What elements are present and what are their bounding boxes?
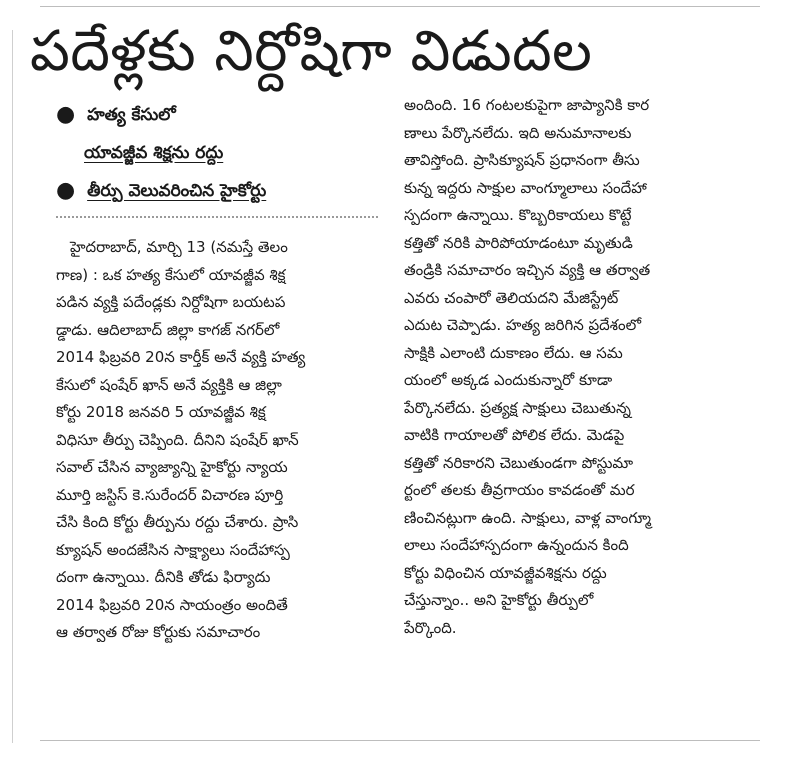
body-line: స్పదంగా ఉన్నాయి. కొబ్బరికాయలు కొట్టే bbox=[404, 206, 632, 224]
body-line: దంగా ఉన్నాయి. దీనికి తోడు ఫిర్యాదు bbox=[56, 568, 271, 586]
body-line: ణించినట్లుగా ఉంది. సాక్షులు, వాళ్ల వాంగ్మూ bbox=[404, 508, 651, 527]
article-body-left bbox=[56, 234, 378, 647]
bullet-text: తీర్పు వెలువరించిన హైకోర్టు bbox=[87, 181, 267, 201]
bullet-text: యావజ్జీవ శిక్షను రద్దు bbox=[84, 143, 224, 163]
body-line: హైదరాబాద్, మార్చి 13 (నమస్తే తెలం bbox=[70, 238, 288, 256]
body-line: సవాల్ చేసిన వ్యాజ్యాన్ని హైకోర్టు న్యాయ bbox=[56, 458, 288, 476]
body-line: కోర్టు విధించిన యావజ్జీవశిక్షను రద్దు bbox=[404, 563, 607, 582]
body-line: డ్డాడు. ఆదిలాబాద్ జిల్లా కాగజ్ నగర్‌లో bbox=[56, 320, 280, 339]
body-line: చేస్తున్నాం.. అని హైకోర్టు తీర్పులో bbox=[404, 591, 594, 609]
body-line: వాటికి గాయాలతో పోలిక లేదు. మెడపై bbox=[404, 426, 625, 444]
bottom-divider bbox=[40, 740, 760, 741]
body-line: తండ్రికి సమాచారం ఇచ్చిన వ్యక్తి ఆ తర్వాత bbox=[404, 261, 651, 279]
bullet-dot-icon: ● bbox=[56, 178, 76, 203]
body-line: పేర్కొంది. bbox=[404, 618, 457, 637]
body-line: మూర్తి జస్టిస్ కె.సురేందర్ విచారణ పూర్తి bbox=[56, 485, 284, 504]
bullet-item bbox=[56, 100, 378, 130]
right-column bbox=[404, 92, 756, 642]
article-body-right bbox=[404, 92, 756, 642]
body-line: ణాలు పేర్కొనలేదు. ఇది అనుమానాలకు bbox=[404, 123, 632, 142]
dotted-separator bbox=[56, 216, 378, 218]
body-line: యంలో అక్కడ ఎందుకున్నారో కూడా bbox=[404, 371, 613, 389]
left-column bbox=[56, 92, 378, 647]
body-line: కత్తితో నరికారని చెబుతుండగా పోస్టుమా bbox=[404, 453, 634, 472]
left-divider bbox=[12, 30, 13, 743]
body-line: తావిస్తోంది. ప్రాసిక్యూషన్ ప్రధానంగా తీసు bbox=[404, 151, 640, 169]
body-line: కున్న ఇద్దరు సాక్షుల వాంగ్మూలాలు సందేహా bbox=[404, 178, 647, 197]
body-line: క్యూషన్ అందజేసిన సాక్ష్యాలు సందేహాస్ప bbox=[56, 540, 290, 559]
body-line: గాణ) : ఒక హత్య కేసులో యావజ్జీవ శిక్ష bbox=[56, 265, 286, 284]
body-line: ఎదుట చెప్పాడు. హత్య జరిగిన ప్రదేశంలో bbox=[404, 316, 642, 334]
body-line: చేసి కింది కోర్టు తీర్పును రద్దు చేశారు. ప్రాసి bbox=[56, 513, 299, 531]
body-line: కోర్టు 2018 జనవరి 5 యావజ్జీవ శిక్ష bbox=[56, 403, 266, 421]
body-line: 2014 ఫిబ్రవరి 20న కార్తీక్ అనే వ్యక్తి హత్య bbox=[56, 348, 306, 366]
bullet-text: హత్య కేసులో bbox=[87, 105, 176, 125]
body-line: పడిన వ్యక్తి పదేండ్లకు నిర్దోషిగా బయటప bbox=[56, 293, 286, 311]
body-line: పేర్కొనలేదు. ప్రత్యక్ష సాక్షులు చెబుతున్న bbox=[404, 398, 631, 417]
bullet-item-continued bbox=[84, 138, 378, 168]
body-line: ర్టంలో తలకు తీవ్రగాయం కావడంతో మర bbox=[404, 481, 635, 499]
body-line: ఆ తర్వాత రోజు కోర్టుకు సమాచారం bbox=[56, 623, 261, 641]
body-line: ఎవరు చంపారో తెలియదని మేజిస్ట్రేట్ bbox=[404, 288, 619, 307]
body-line: కత్తితో నరికి పారిపోయాడంటూ మృతుడి bbox=[404, 233, 633, 252]
top-divider bbox=[40, 6, 760, 7]
body-line: అందింది. 16 గంటలకుపైగా జాప్యానికి కార bbox=[404, 96, 650, 114]
body-line: సాక్షికి ఎలాంటి దుకాణం లేదు. ఆ సమ bbox=[404, 343, 623, 362]
body-line: కేసులో షంషేర్ ఖాన్ అనే వ్యక్తికి ఆ జిల్లా bbox=[56, 375, 282, 394]
headline: పదేళ్లకు నిర్దోషిగా విడుదల bbox=[30, 19, 593, 84]
body-line: లాలు సందేహాస్పదంగా ఉన్నందున కింది bbox=[404, 536, 629, 554]
bullet-dot-icon: ● bbox=[56, 102, 76, 127]
body-line: 2014 ఫిబ్రవరి 20న సాయంత్రం అందితే bbox=[56, 595, 288, 614]
body-line: విధిసూ తీర్పు చెప్పింది. దీనిని షంషేర్ ఖాన్ bbox=[56, 430, 299, 449]
bullet-item bbox=[56, 176, 378, 206]
subheadline-bullets bbox=[56, 100, 378, 206]
